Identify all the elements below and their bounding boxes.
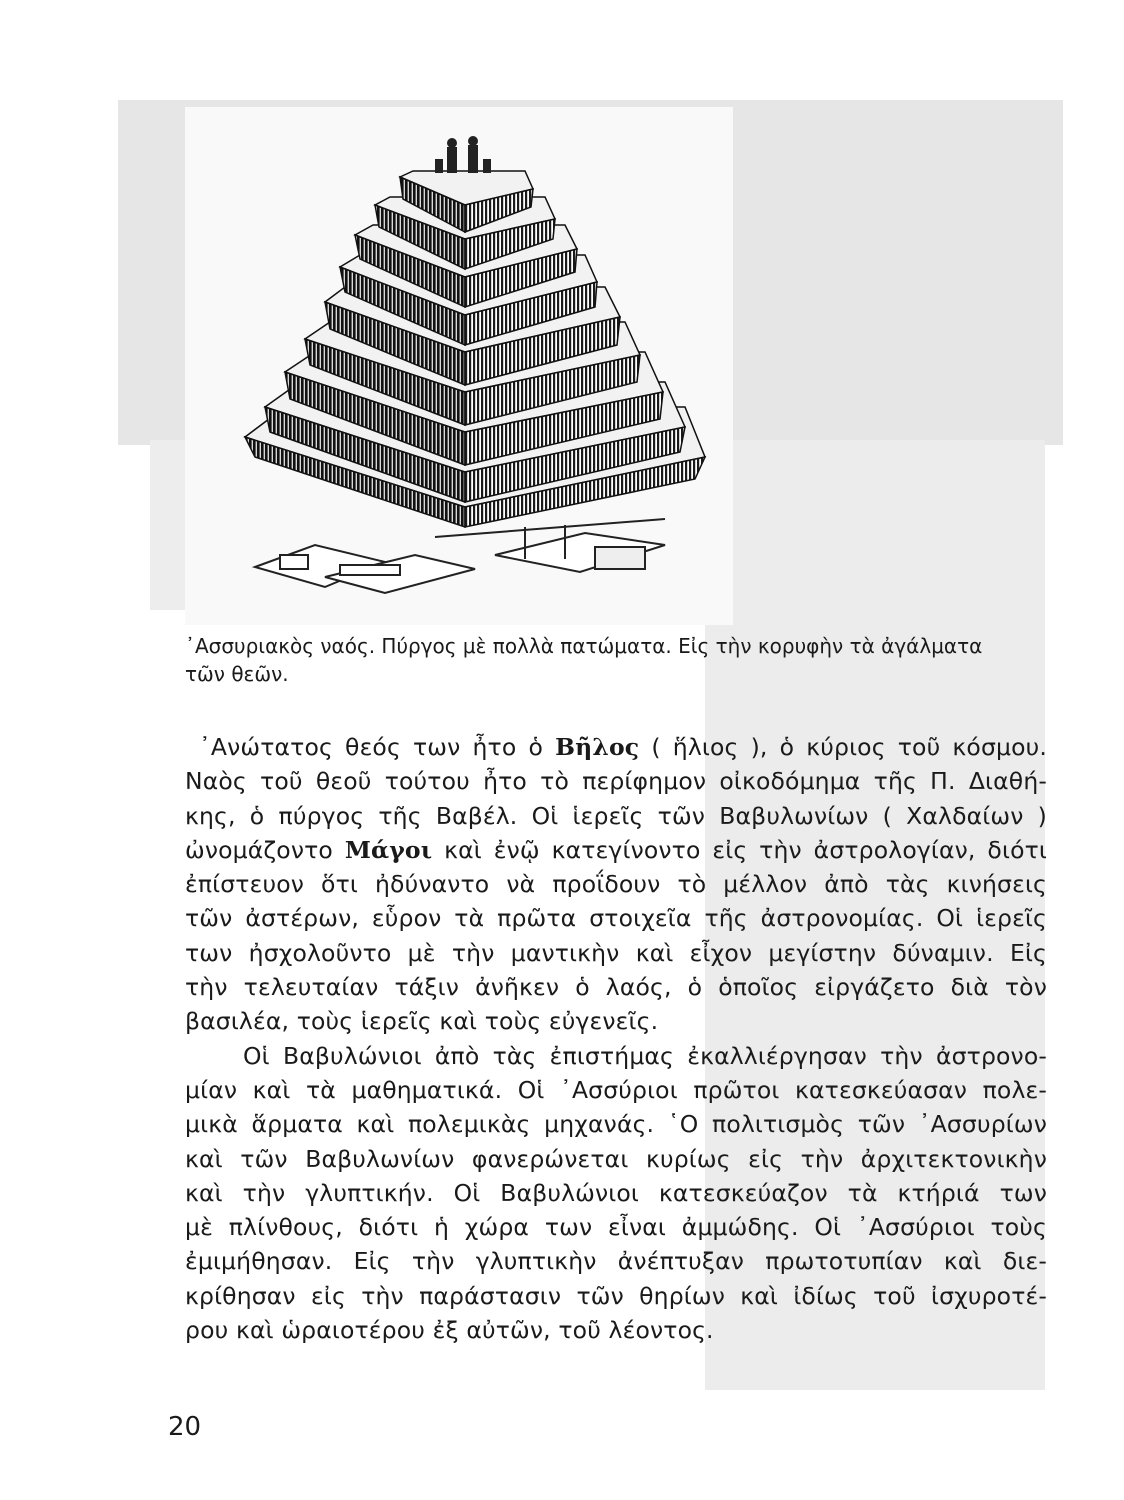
bold-term: Βῆλος: [555, 733, 640, 761]
text-line: καὶ τῶν Βαβυλωνίων φανερώνεται κυρίως εἰς τὴν ἀρχιτεκτονικὴν: [185, 1144, 1047, 1173]
text-line: ἐμιμήθησαν. Εἰς τὴν γλυπτικὴν ἀνέπτυξαν πρωτοτυπίαν καὶ διε-: [185, 1247, 1047, 1276]
text-line: μικὰ ἅρματα καὶ πολεμικὰς μηχανάς. ῾Ο πολιτισμὸς τῶν ᾿Ασσυρίων: [185, 1110, 1047, 1139]
caption-line: ᾿Ασσυριακὸς ναός. Πύργος μὲ πολλὰ πατώματα. Εἰς τὴν κορυφὴν τὰ ἀγάλματα: [185, 634, 983, 658]
text-line: [185, 730, 1047, 764]
statues: [435, 136, 491, 173]
text-line: κης, ὁ πύργος τῆς Βαβέλ. Οἱ ἱερεῖς τῶν Βαβυλωνίων ( Χαλδαίων ): [185, 801, 1047, 830]
text-line: καὶ τὴν γλυπτικήν. Οἱ Βαβυλώνιοι κατεσκεύαζον τὰ κτήριά των: [185, 1178, 1047, 1207]
main-text: [185, 730, 1047, 1347]
figure-caption: [185, 632, 1055, 688]
text-line: των ἠσχολοῦντο μὲ τὴν μαντικὴν καὶ εἶχον μεγίστην δύναμιν. Εἰς: [185, 938, 1047, 967]
text-line: [185, 1039, 1047, 1073]
paragraph: [185, 730, 1047, 1039]
ziggurat-icon: [185, 107, 733, 625]
text-run: καὶ ἐνῷ κατεγίνοντο εἰς τὴν ἀστρολογίαν, διότι: [432, 835, 1047, 864]
text-line: μὲ πλίνθους, διότι ἡ χώρα των εἶναι ἀμμώδης. Οἱ ᾿Ασσύριοι τοὺς: [185, 1213, 1047, 1242]
text-line: Ναὸς τοῦ θεοῦ τούτου ἦτο τὸ περίφημον οἰκοδόμημα τῆς Π. Διαθή-: [185, 767, 1047, 796]
text-line: τὴν τελευταίαν τάξιν ἀνῆκεν ὁ λαός, ὁ ὁποῖος εἰργάζετο διὰ τὸν: [185, 973, 1047, 1002]
text-line: βασιλέα, τοὺς ἱερεῖς καὶ τοὺς εὐγενεῖς.: [185, 1007, 659, 1036]
text-line: μίαν καὶ τὰ μαθηματικά. Οἱ ᾿Ασσύριοι πρῶτοι κατεσκεύασαν πολε-: [185, 1075, 1047, 1104]
text-line: κρίθησαν εἰς τὴν παράστασιν τῶν θηρίων καὶ ἰδίως τοῦ ἰσχυροτέ-: [185, 1281, 1047, 1310]
page-number: 20: [168, 1412, 202, 1442]
text-line: [185, 833, 1047, 867]
text-line: ἐπίστευον ὅτι ἠδύναντο νὰ προΐδουν τὸ μέλλον ἀπὸ τὰς κινήσεις: [185, 870, 1047, 899]
ground-buildings: [255, 519, 665, 593]
caption-line: τῶν θεῶν.: [185, 662, 289, 686]
text-run: Οἱ Βαβυλώνιοι ἀπὸ τὰς ἐπιστήμας ἐκαλλιέργησαν τὴν ἀστρονο-: [243, 1041, 1047, 1070]
text-run: ( ἥλιος ), ὁ κύριος τοῦ κόσμου.: [639, 733, 1047, 761]
text-line: τῶν ἀστέρων, εὗρον τὰ πρῶτα στοιχεῖα τῆς ἀστρονομίας. Οἱ ἱερεῖς: [185, 904, 1047, 933]
text-line: ρου καὶ ὡραιοτέρου ἐξ αὐτῶν, τοῦ λέοντος.: [185, 1316, 714, 1345]
text-run: ᾿Ανώτατος θεός των ἦτο ὁ: [199, 733, 556, 761]
paragraph: [185, 1039, 1047, 1348]
ziggurat-illustration: [185, 107, 733, 625]
bold-term: Μάγοι: [344, 835, 433, 864]
text-run: ὠνομάζοντο: [185, 835, 345, 864]
ziggurat-tiers: [245, 171, 705, 527]
